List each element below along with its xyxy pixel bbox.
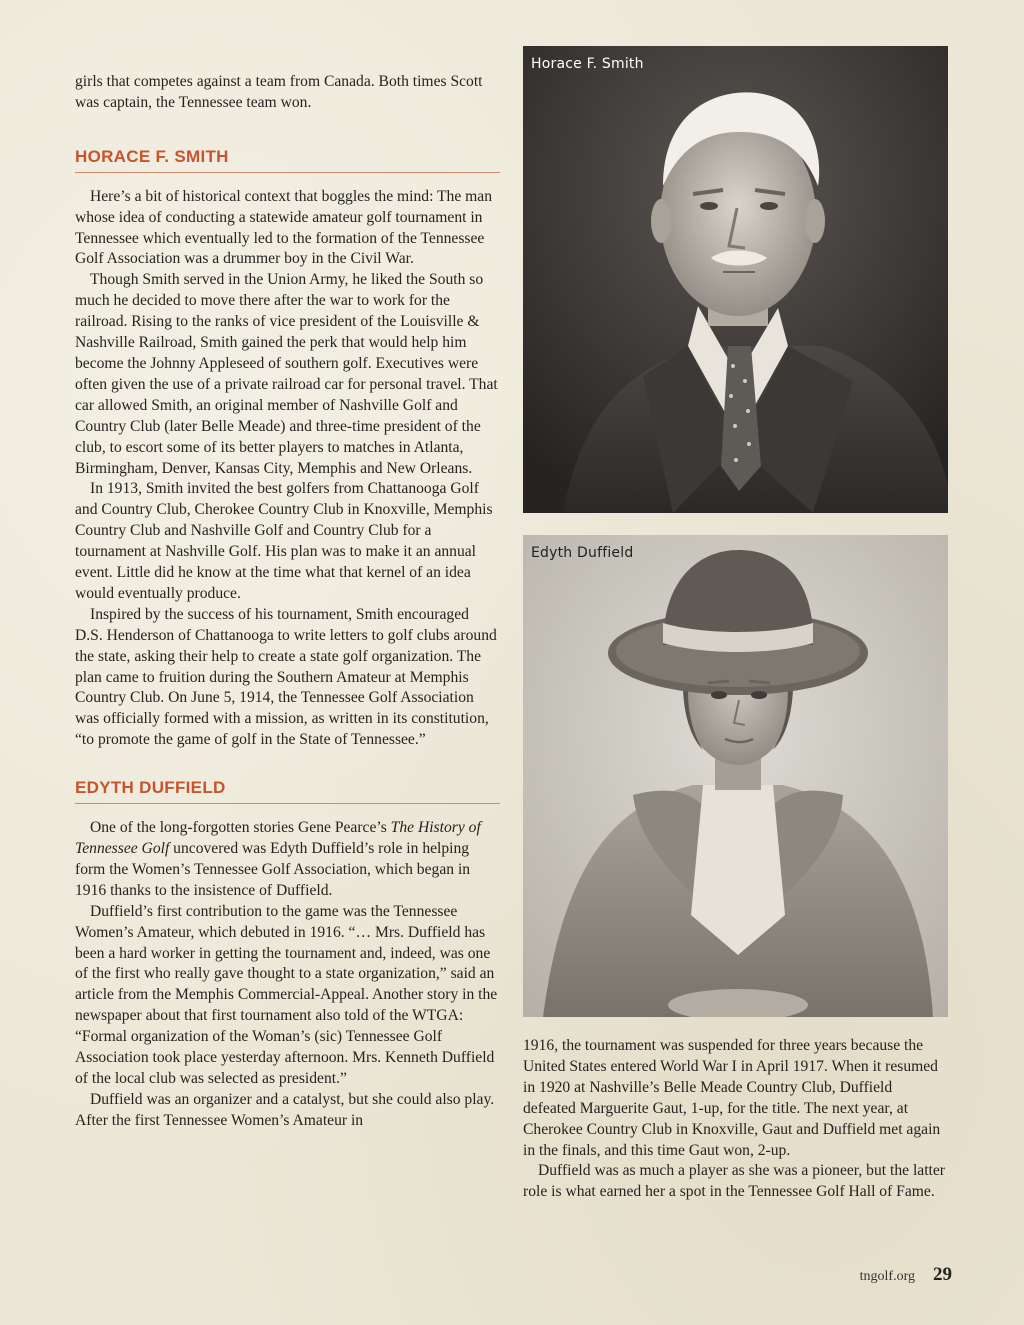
edyth-photo-caption: Edyth Duffield <box>531 545 634 561</box>
edyth-p1-before: One of the long-forgotten stories Gene Pearce’s <box>90 819 391 837</box>
edyth-continued-paragraph-2: Duffield was as much a player as she was a pioneer, but the latter role is what earned her a spot in the Tennessee Golf Hall of Fame. <box>523 1162 945 1201</box>
right-column <box>523 1036 948 1203</box>
horace-paragraph-1: Here’s a bit of historical context that boggles the mind: The man whose idea of conducting a statewide amateur golf tournament in Tennessee which eventually led to the formation of the Tennessee Golf Association was a drummer boy in the Civil War. <box>75 187 493 268</box>
horace-paragraph-4: Inspired by the success of his tournament, Smith encouraged D.S. Henderson of Chattanooga to write letters to golf clubs around the state, asking their help to create a state golf organization. The plan came to fruition during the Southern Amateur at Memphis Country Club. On June 5, 1914, the Tennessee Golf Association was officially formed with a mission, as written in its constitution, “to promote the game of golf in the State of Tennessee.” <box>75 605 497 749</box>
edyth-paragraph-3: Duffield was an organizer and a catalyst, but she could also play. After the first Tennessee Women’s Amateur in <box>75 1090 495 1129</box>
edyth-continued-paragraph-1: 1916, the tournament was suspended for three years because the United States entered World War I in April 1917. When it resumed in 1920 at Nashville’s Belle Meade Country Club, Duffield defeated Marguerite Gaut, 1-up, for the title. The next year, at Cherokee Country Club in Knoxville, Gaut and Duffield met again in the finals, and this time Gaut won, 2-up. <box>523 1037 941 1159</box>
edyth-duffield-photo <box>523 535 948 1017</box>
horace-photo-caption: Horace F. Smith <box>531 56 644 72</box>
horace-paragraph-3: In 1913, Smith invited the best golfers from Chattanooga Golf and Country Club, Cherokee Country Club in Knoxville, Memphis Country Club and Nashville Golf and Country Club for a tournament at Nashville Golf. His plan was to make it an annual event. Little did he know at the time what that kernel of an idea would eventually produce. <box>75 480 493 602</box>
edyth-duffield-portrait <box>523 535 948 1017</box>
intro-paragraph: girls that competes against a team from Canada. Both times Scott was captain, the Tennessee team won. <box>75 73 483 111</box>
edyth-paragraph-1 <box>75 818 500 902</box>
horace-paragraph-2: Though Smith served in the Union Army, he liked the South so much he decided to move there after the war to work for the railroad. Rising to the ranks of vice president of the Louisville & Nashville Railroad, Smith gained the perk that would help him become the Johnny Appleseed of southern golf. Executives were often given the use of a private railroad car for personal travel. That car allowed Smith, an original member of Nashville Golf and Country Club (later Belle Meade) and three-time president of the club, to escort some of its better players to matches in Atlanta, Birmingham, Denver, Kansas City, Memphis and New Orleans. <box>75 271 498 477</box>
edyth-p1-after: uncovered was Edyth Duffield’s role in helping form the Women’s Tennessee Golf Association, which began in 1916 thanks to the insistence of Duffield. <box>75 840 471 899</box>
horace-smith-photo <box>523 46 948 513</box>
section-heading-edyth-duffield: EDYTH DUFFIELD <box>75 778 500 804</box>
footer-site: tngolf.org <box>859 1269 915 1284</box>
book-title: The History of Tennessee Golf <box>75 819 481 857</box>
edyth-paragraph-2: Duffield’s first contribution to the game was the Tennessee Women’s Amateur, which debuted in 1916. “… Mrs. Duffield has been a hard worker in getting the tournament and, indeed, was one of the first who really gave thought to a state organization,” said an article from the Memphis Commercial-Appeal. Another story in the newspaper about that first tournament also told of the WTGA: “Formal organization of the Woman’s (sic) Tennessee Golf Association took place yesterday afternoon. Mrs. Kenneth Duffield of the local club was selected as president.” <box>75 902 498 1087</box>
page-number: 29 <box>933 1264 952 1285</box>
section-heading-horace-smith: HORACE F. SMITH <box>75 147 500 173</box>
page-footer <box>860 1264 952 1286</box>
horace-smith-portrait <box>523 46 948 513</box>
left-column <box>75 72 500 1132</box>
